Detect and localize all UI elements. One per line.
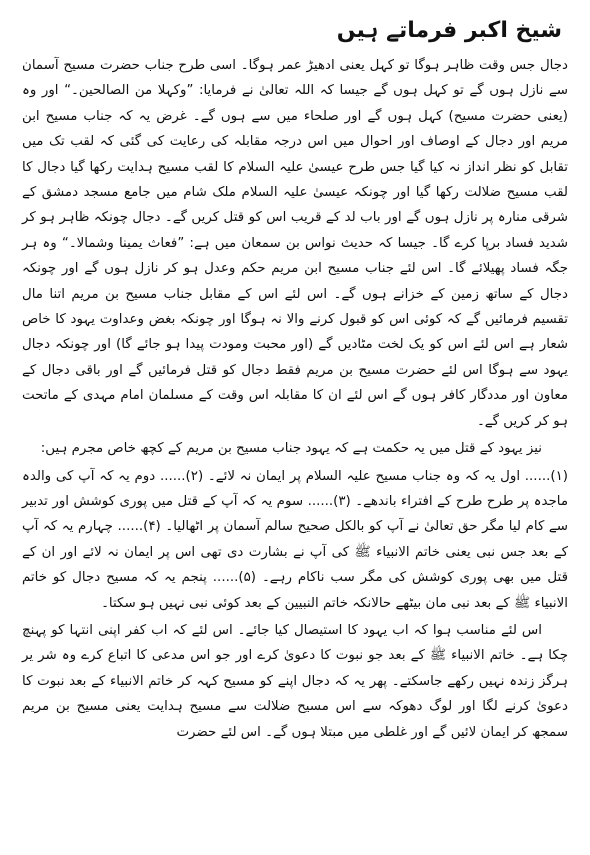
paragraph-dajjal-and-masih: دجال جس وقت ظاہر ہوگا تو کہل یعنی ادھیڑ عمر ہوگا۔ اسی طرح جناب حضرت مسیح آسمان سے نازل ہوں گے تو کہل ہوں گے جیسا کہ اللہ تعالیٰ نے فرمایا: ”وکہلا من الصالحین۔“ اور وہ (یعنی حضرت مسیح) کہل ہوں گے اور صلحاء میں سے ہوں گے۔ غرض یہ کہ جناب مسیح ابن مریم اور دجال کے اوصاف اور احوال میں اس درجہ مقابلہ کی رعایت کی گئی کہ لقب تک میں تقابل کو نظر انداز نہ کیا گیا جس طرح عیسیٰ علیہ السلام کا لقب مسیح ہدایت رکھا گیا دجال کا لقب مسیح ضلالت رکھا گیا اور چونکہ عیسیٰ علیہ السلام ملک شام میں جامع مسجد دمشق کے شرقی منارہ پر نازل ہوں گے اور باب لد کے قریب اس کو قتل کریں گے۔ دجال چونکہ ظاہر ہو کر شدید فساد برپا کرے گا۔ جیسا کہ حدیث نواس بن سمعان میں ہے: ”فعاث یمینا وشمالا۔“ وہ ہر جگہ فساد پھیلائے گا۔ اس لئے جناب مسیح ابن مریم حکم وعدل ہو کر نازل ہوں گے اور چونکہ دجال کے ساتھ زمین کے خزانے ہوں گے۔ اس لئے اس کے مقابل جناب مسیح بن مریم اتنا مال تقسیم فرمائیں گے کہ کوئی اس کو قبول کرنے والا نہ ہوگا اور چونکہ بغض وعداوت یہود کا خاص شعار ہے اس لئے اس کو یک لخت مٹادیں گے (اور محبت ومودت پیدا ہو جائے گا) اور چونکہ دجال یہود سے ہوگا اس لئے حضرت مسیح بن مریم فقط دجال کو قتل فرمائیں گے اور باقی دجال کے معاون اور مددگار کافر ہوں گے اس لئے ان کا مقابلہ اس وقت کے مسلمان امام مہدی کے ماتحت ہو کر کریں گے۔ bbox=[22, 58, 568, 429]
paragraph-yahud-intro: نیز یہود کے قتل میں یہ حکمت ہے کہ یہود جناب مسیح بن مریم کے کچھ خاص مجرم ہیں: bbox=[40, 441, 542, 457]
paragraph-numbered-points: (۱)...... اول یہ کہ وہ جناب مسیح علیہ السلام پر ایمان نہ لائے۔ (۲)...... دوم یہ کہ آپ کی والدہ ماجدہ پر طرح طرح کے افتراء باندھے۔ (۳)...... سوم یہ کہ آپ کے قتل میں پوری کوشش اور تدبیر سے کام لیا مگر حق تعالیٰ نے آپ کو بالکل صحیح سالم آسمان پر اٹھالیا۔ (۴)...... چہارم یہ کہ آپ کے بعد جس نبی یعنی خاتم الانبیاء ﷺ کی آپ نے بشارت دی تھی اس پر ایمان نہ لائے اور ان کے قتل میں بھی پوری کوشش کی مگر سب ناکام رہے۔ (۵)...... پنجم یہ کہ مسیح دجال کو خاتم الانبیاء ﷺ کے بعد نبی مان بیٹھے حالانکہ خاتم النبیین کے بعد کوئی نبی نہیں ہو سکتا۔ bbox=[22, 468, 569, 611]
page-heading: شیخ اکبر فرماتے ہیں bbox=[336, 18, 562, 43]
paragraph-conclusion: اس لئے مناسب ہوا کہ اب یہود کا استیصال کیا جائے۔ اس لئے کہ اب کفر اپنی انتہا کو پہنچ چکا ہے۔ خاتم الانبیاء ﷺ کے بعد جو نبوت کا دعویٰ کرے اور جو اس مدعی کا اتباع کرے وہ شر یر ہرگز زندہ نہیں رکھے جاسکتے۔ پھر یہ کہ دجال اپنے کو مسیح کہہ کر خاتم الانبیاء کے بعد نبوت کا دعویٰ کرنے لگا اور لوگ دھوکہ سے اس مسیح ضلالت سے مسیح ہدایت یعنی مسیح بن مریم سمجھ کر ایمان لائیں گے اور غلطی میں مبتلا ہوں گے۔ اس لئے حضرت bbox=[22, 622, 568, 740]
body-text bbox=[22, 53, 568, 745]
